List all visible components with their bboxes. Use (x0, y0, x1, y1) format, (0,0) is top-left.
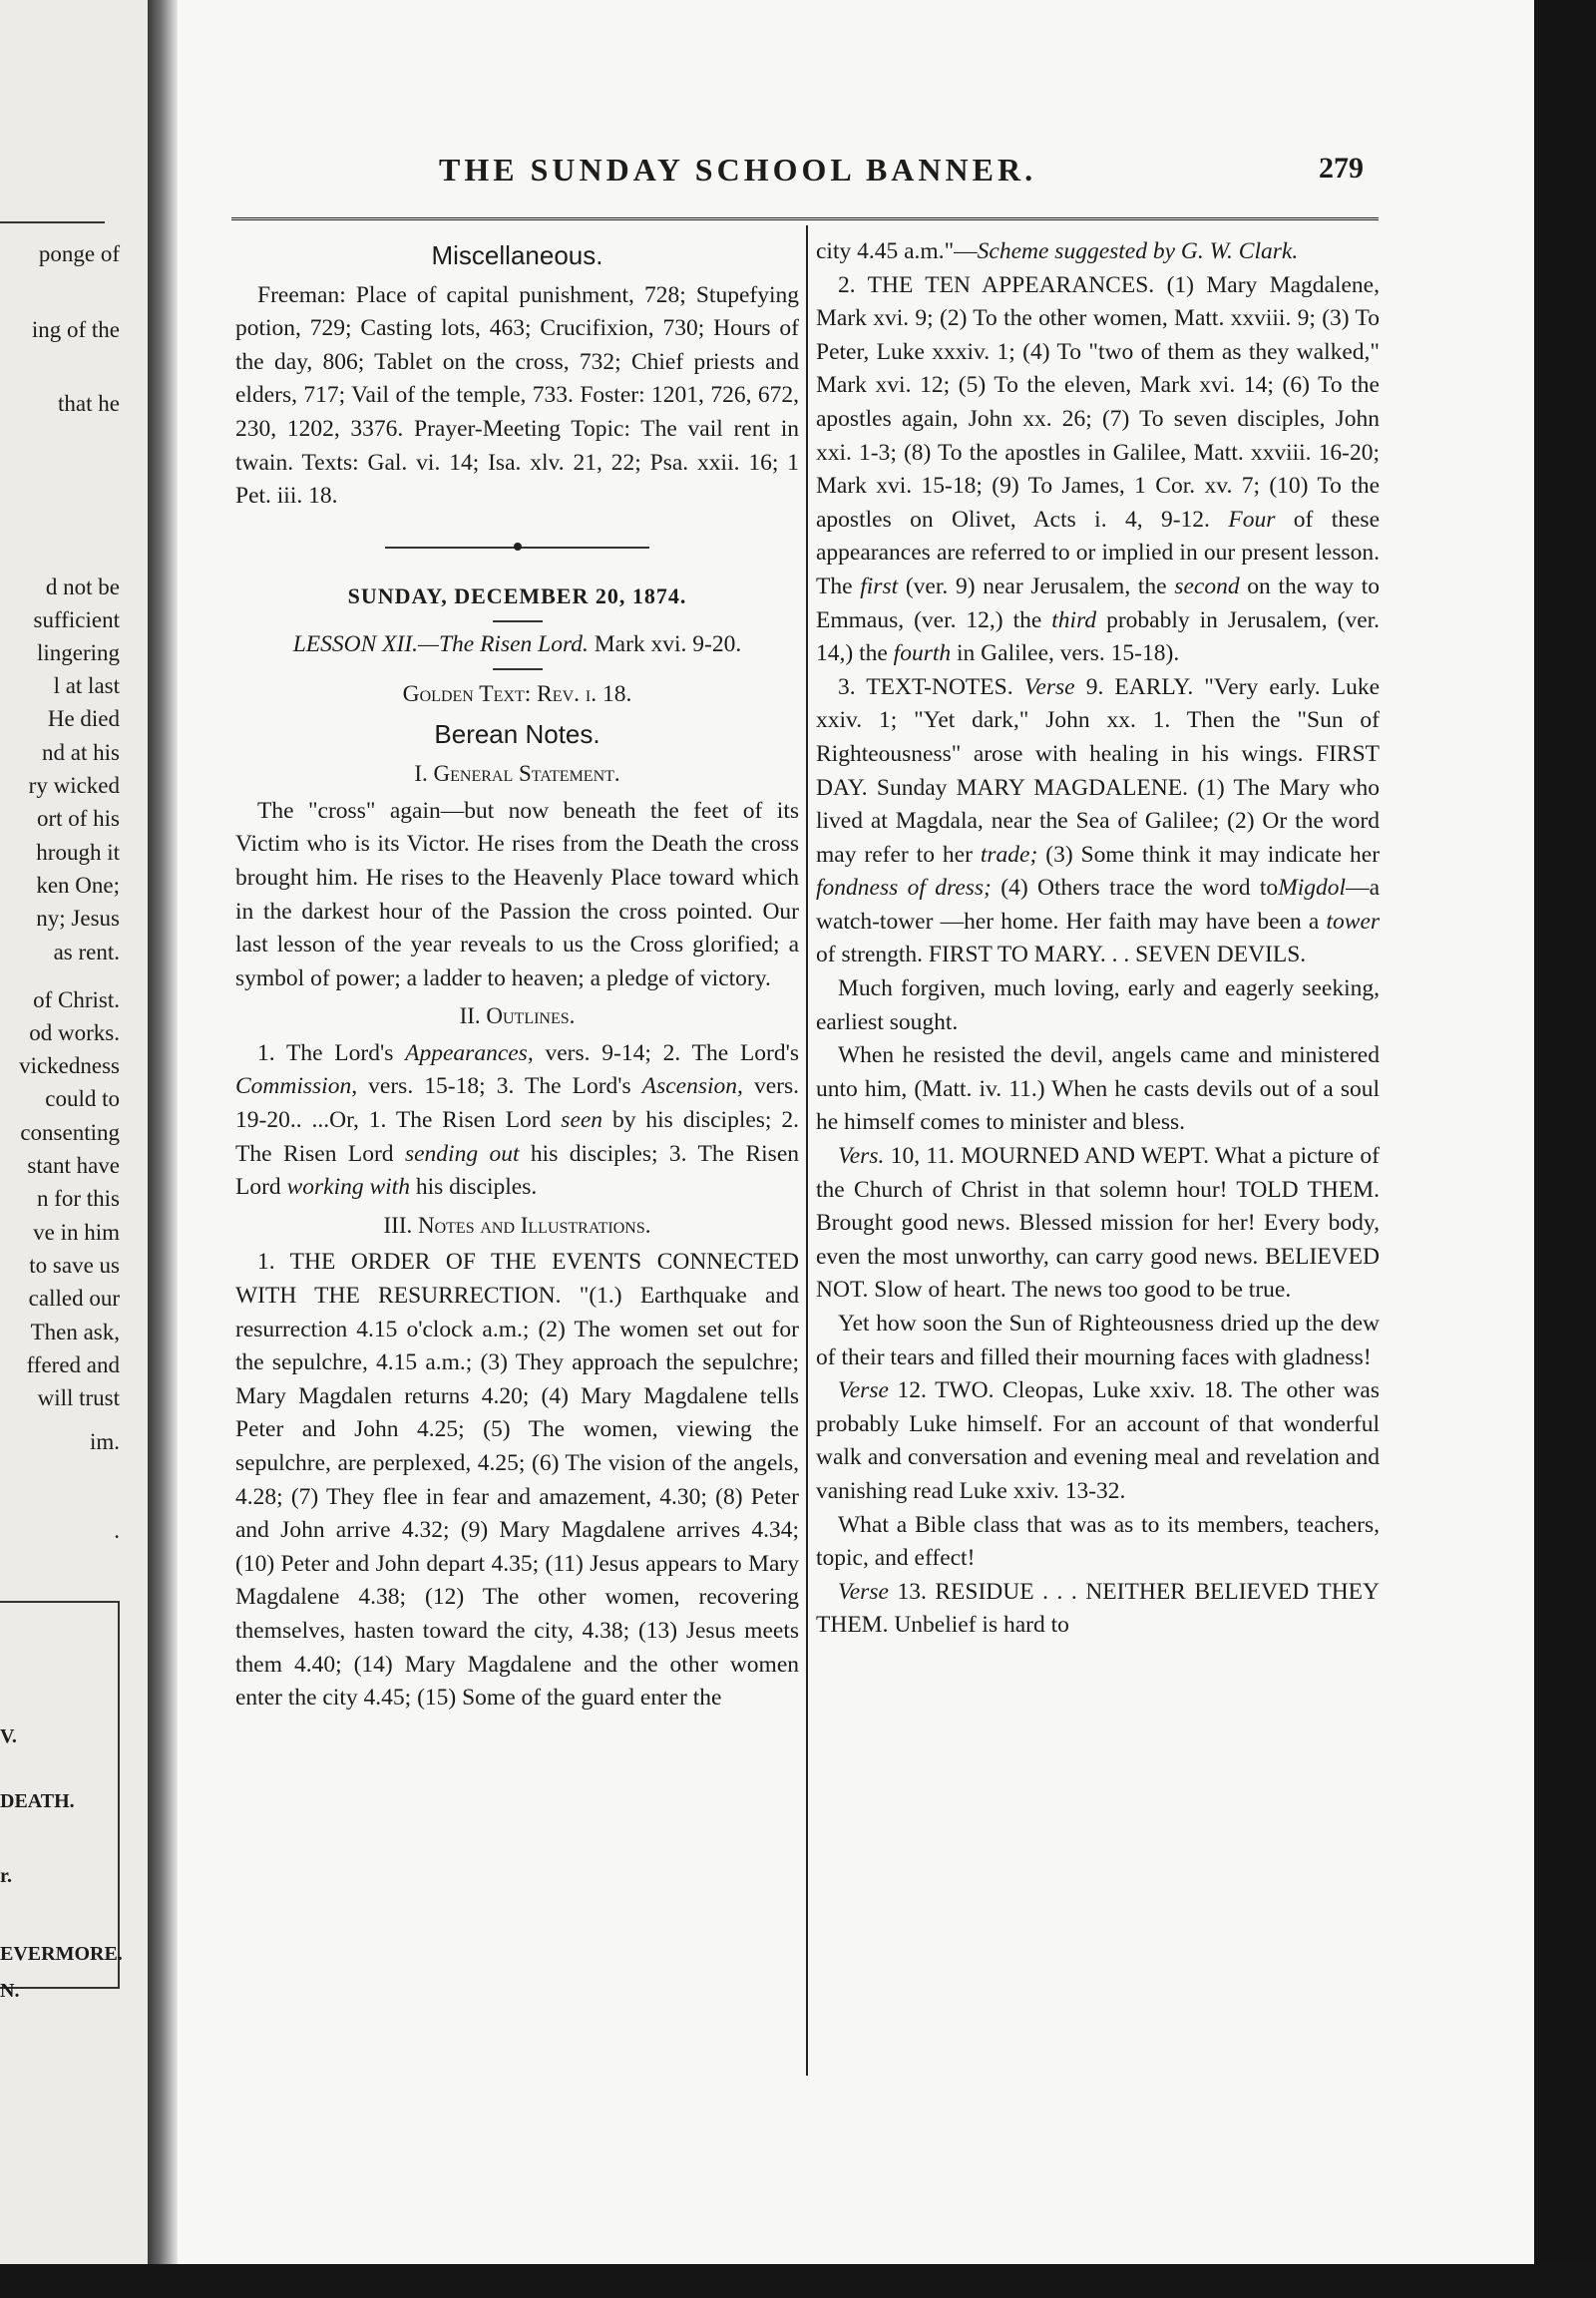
resisted-paragraph: When he resisted the devil, angels came and ministered unto him, (Matt. iv. 11.) When he casts devils out of a soul he himself comes to minister and bless. (816, 1042, 1380, 1136)
order-of-events-text: 1. THE ORDER OF THE EVENTS CONNECTED WITH THE RESURRECTION. "(1.) Earthquake and resurrection 4.15 o'clock a.m.; (2) The women set out for the sepulchre, 4.15 a.m.; (3) They approach the sepulchre; Mary Magdalen returns 4.20; (4) Mary Magdalene tells Peter and John 4.25; (5) The women, viewing the sepulchre, are perplexed, 4.25; (6) The vision of the angels, 4.28; (7) They flee in fear and amazement, 4.30; (8) Peter and John arrive 4.32; (9) Mary Magdalene arrives 4.34; (10) Peter and John depart 4.35; (11) Jesus appears to Mary Magdalene 4.38; (12) The other women, recovering themselves, hasten toward the city, 4.38; (13) Jesus meets them 4.40; (14) Mary Magdalene and the other women enter the city 4.45; (15) Some of the guard enter the (235, 1249, 799, 1712)
previous-page-line: . (114, 1518, 120, 1543)
bottom-edge-shadow (0, 2264, 1596, 2298)
outline-text: his disciples. (415, 1174, 538, 1201)
appearances-text: in Galilee, vers. 15-18). (957, 640, 1180, 667)
text-notes-text: 3. TEXT-NOTES. (838, 673, 1013, 700)
outline-emphasis: seen (561, 1107, 603, 1134)
miscellaneous-heading: Miscellaneous. (431, 240, 603, 270)
outline-emphasis: sending out (404, 1140, 520, 1167)
continued-quote: city 4.45 a.m."— (816, 238, 978, 264)
outlines-text (235, 1037, 799, 1205)
previous-page-line: Then ask, (30, 1320, 120, 1344)
previous-page-line: n for this (36, 1186, 120, 1211)
outline-text: vers. 9-14; 2. The Lord's (545, 1039, 800, 1066)
running-head: THE SUNDAY SCHOOL BANNER. (439, 152, 1037, 188)
text-notes-emphasis: Verse (1023, 673, 1075, 700)
appearances-emphasis: third (1051, 606, 1097, 633)
text-notes-text: (3) Some think it may indicate her (1045, 841, 1381, 868)
header-rule (231, 217, 1379, 220)
outline-emphasis: Commission, (235, 1073, 358, 1100)
appearances-text: on the way to Emmaus, (ver. 12,) the (816, 573, 1381, 633)
text-notes-emphasis: fondness of dress; (816, 875, 992, 902)
ornament-dot (514, 543, 522, 551)
text-notes-text: —a watch-tower —her home. Her faith may have been a (816, 875, 1381, 935)
previous-page-box-line: N. (0, 1980, 20, 2002)
book-binding (148, 0, 178, 2298)
outlines-heading: II. Outlines. (459, 1003, 576, 1029)
lesson-title (235, 628, 799, 662)
text-notes-text: of strength. FIRST TO MARY. . . SEVEN DEVILS. (816, 942, 1307, 968)
continued-text (816, 235, 1380, 269)
page-number: 279 (1319, 152, 1364, 185)
previous-page-line: called our (28, 1286, 120, 1311)
previous-page-line: ponge of (38, 241, 120, 266)
outline-emphasis: working with (286, 1174, 410, 1201)
text-notes-emphasis: trade; (980, 841, 1038, 868)
previous-page-rule (0, 221, 105, 223)
previous-page-line: of Christ. (33, 987, 120, 1012)
lesson-reference: Mark xvi. 9-20. (594, 631, 742, 658)
miscellaneous-text: Freeman: Place of capital punishment, 728; Stupefying potion, 729; Casting lots, 463; Crucifixion, 730; Hours of the day, 806; Tablet on the cross, 732; Chief priests and elders, 717; Vail of the temple, 733. Foster: 1201, 726, 672, 230, 1202, 3376. Prayer-Meeting Topic: The vail rent in twain. Texts: Gal. vi. 14; Isa. xlv. 21, 22; Psa. xxii. 16; 1 Pet. iii. 18. (235, 281, 799, 510)
continued-attribution: Scheme suggested by G. W. Clark. (977, 238, 1299, 264)
appearances-text: probably in Jerusalem, (ver. 14,) the (816, 606, 1381, 667)
appearances-text: 2. THE TEN APPEARANCES. (1) Mary Magdalene, Mark xvi. 9; (2) To the other women, Matt. xxviii. 9; (3) To Peter, Luke xxxiv. 1; (4) To "two of them as they walked," Mark xvi. 12; (5) To the eleven, Mark xvi. 14; (6) To the apostles again, John xx. 26; (7) To seven disciples, John xxi. 1-3; (8) To the apostles in Galilee, Matt. xxviii. 16-20; Mark xvi. 15-18; (9) To James, 1 Cor. xv. 7; (10) To the apostles on Olivet, Acts i. 4, 9-12. (816, 271, 1380, 533)
verse-12-paragraph (816, 1374, 1380, 1508)
sun-paragraph: Yet how soon the Sun of Righteousness dried up the dew of their tears and filled their mourning faces with gladness! (816, 1311, 1380, 1370)
outline-text: his disciples; 3. The Risen Lord (235, 1140, 799, 1201)
previous-page-box-line: EVERMORE. (0, 1943, 123, 1965)
appearances-emphasis: first (860, 573, 899, 599)
text-notes-emphasis: tower (1326, 908, 1381, 935)
previous-page-line: consenting (20, 1120, 120, 1145)
previous-page-box-line: V. (0, 1725, 17, 1747)
previous-page-line: to save us (29, 1253, 120, 1278)
ten-appearances-text (816, 269, 1380, 671)
appearances-text: (ver. 9) near Jerusalem, the (905, 573, 1167, 599)
previous-page-line: d not be (45, 574, 120, 599)
previous-page-box-line: DEATH. (0, 1790, 75, 1812)
previous-page-line: could to (45, 1086, 120, 1111)
previous-page-line: ffered and (26, 1352, 120, 1377)
previous-page-fragment (0, 0, 148, 2298)
ornament-rule (235, 532, 799, 562)
lesson-label: LESSON XII.—The Risen Lord. (292, 631, 589, 658)
bible-class-paragraph: What a Bible class that was as to its members, teachers, topic, and effect! (816, 1511, 1380, 1572)
outline-emphasis: Ascension, (641, 1073, 743, 1100)
lesson-date: SUNDAY, DECEMBER 20, 1874. (347, 582, 687, 608)
verse-label: Verse (838, 1377, 889, 1404)
short-rule (493, 620, 543, 622)
previous-page-line: im. (89, 1429, 120, 1454)
appearances-text: of these appearances are referred to or implied in our present lesson. The (816, 506, 1381, 599)
outline-text: vers. 15-18; 3. The Lord's (368, 1073, 631, 1100)
outline-text: vers. 19-20.. ...Or, 1. The Risen Lord (235, 1073, 800, 1134)
general-statement-heading: I. General Statement. (414, 761, 620, 787)
previous-page-line: that he (58, 391, 120, 416)
previous-page-line: od works. (29, 1020, 120, 1045)
forgiven-paragraph: Much forgiven, much loving, early and eagerly seeking, earliest sought. (816, 975, 1380, 1035)
previous-page-line: hrough it (36, 840, 120, 865)
previous-page-line: sufficient (33, 607, 120, 632)
previous-page-line: ort of his (36, 806, 120, 831)
verse-label: Verse (838, 1578, 889, 1605)
short-rule (493, 668, 543, 670)
previous-page-line: l at last (53, 673, 120, 698)
verses-10-11-paragraph (816, 1140, 1380, 1308)
previous-page-line: nd at his (42, 740, 120, 765)
text-notes-emphasis: Migdol (1278, 875, 1347, 902)
previous-page-line: as rent. (53, 940, 120, 964)
right-column (816, 235, 1380, 1643)
verse-text: 12. TWO. Cleopas, Luke xxiv. 18. The other was probably Luke himself. For an account of that wonderful walk and conversation and evening meal and revelation and vanishing read Luke xxiv. 13-32. (816, 1377, 1380, 1504)
previous-page-line: ing of the (31, 317, 120, 342)
golden-text: Golden Text: Rev. i. 18. (402, 680, 632, 707)
previous-page-line: ken One; (36, 873, 120, 898)
text-notes (816, 671, 1380, 972)
previous-page-line: He died (47, 706, 120, 731)
previous-page-line: ny; Jesus (36, 906, 120, 931)
notes-heading: III. Notes and Illustrations. (383, 1212, 651, 1238)
outline-text: by his disciples; 2. The Risen Lord (235, 1107, 799, 1167)
verse-13-paragraph (816, 1576, 1380, 1643)
verse-label: Vers. (838, 1143, 885, 1170)
column-rule (806, 225, 808, 2076)
verse-text: 10, 11. MOURNED AND WEPT. What a picture of the Church of Christ in that solemn hour! TOLD THEM. Brought good news. Blessed mission for her! Every body, even the most unworthy, can carry good news. BELIEVED NOT. Slow of heart. The news too good to be true. (816, 1143, 1380, 1304)
outline-text: 1. The Lord's (257, 1039, 394, 1066)
previous-page-box (0, 1601, 123, 2002)
text-notes-text: (4) Others trace the word to (1000, 875, 1279, 902)
appearances-emphasis: fourth (893, 640, 952, 667)
appearances-emphasis: Four (1228, 506, 1276, 533)
previous-page-line: vickedness (19, 1053, 120, 1078)
previous-page-box-line: r. (0, 1865, 13, 1887)
berean-notes-heading: Berean Notes. (434, 718, 600, 749)
previous-page-line: ve in him (33, 1220, 120, 1245)
previous-page-line: lingering (36, 640, 120, 665)
previous-page-line: ry wicked (28, 773, 120, 798)
verse-text: 13. RESIDUE . . . NEITHER BELIEVED THEY THEM. Unbelief is hard to (816, 1578, 1381, 1639)
text-notes-text: 9. EARLY. "Very early. Luke xxiv. 1; "Yet dark," John xx. 1. Then the "Sun of Righteousness" arose with healing in his wings. FIRST DAY. Sunday MARY MAGDALENE. (1) The Mary who lived at Magdala, near the Sea of Galilee; (2) Or the word may refer to her (816, 673, 1381, 868)
general-statement-text: The "cross" again—but now beneath the feet of its Victim who is its Victor. He rises from the Death the cross brought him. He rises to the Heavenly Place toward which in the darkest hour of the Passion the cross pointed. Our last lesson of the year reveals to us the Cross glorified; a symbol of power; a ladder to heaven; a pledge of victory. (235, 797, 799, 991)
previous-page-line: stant have (27, 1153, 120, 1178)
left-column (235, 235, 799, 1716)
page-edge-shadow (1534, 0, 1596, 2298)
previous-page-line: will trust (37, 1385, 120, 1410)
outline-emphasis: Appearances, (405, 1039, 534, 1066)
appearances-emphasis: second (1174, 573, 1240, 599)
